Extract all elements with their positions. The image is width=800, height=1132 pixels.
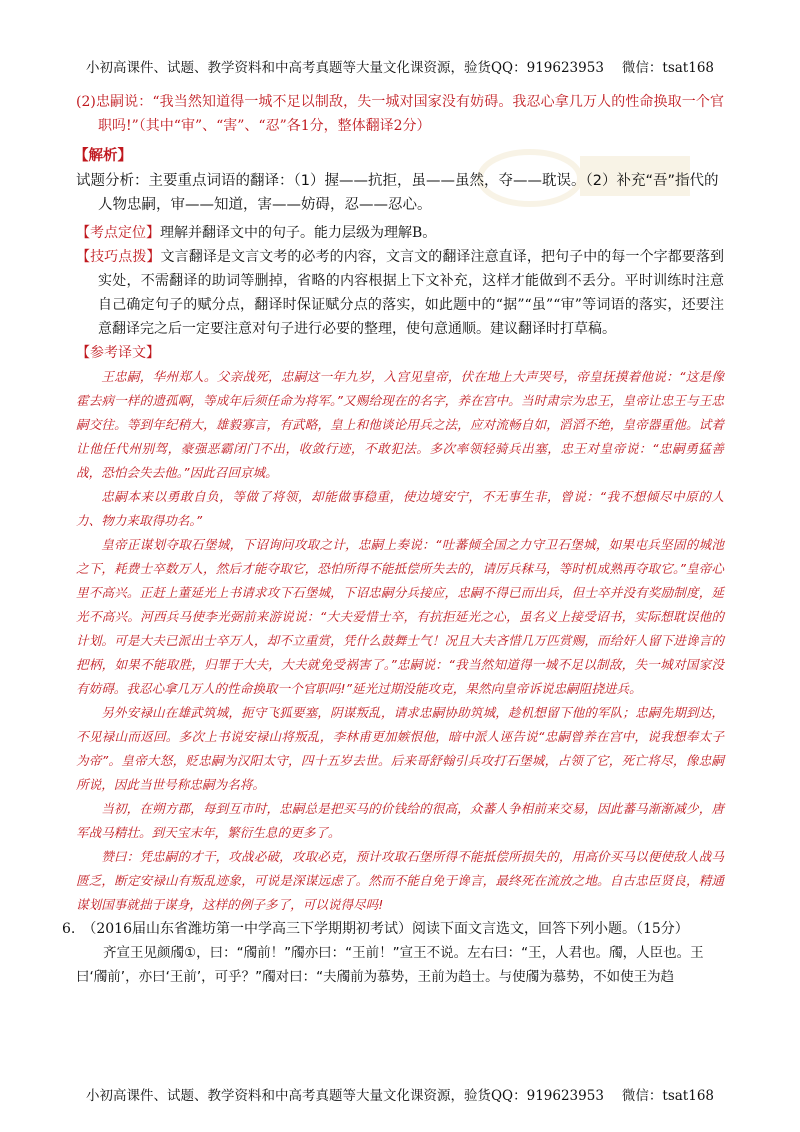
question-6-stem: 6. （2016届山东省潍坊第一中学高三下学期期初考试）阅读下面文言选文，回答下列小题。（15分） xyxy=(62,921,689,937)
jiqiao-label: 【技巧点拨】 xyxy=(76,249,161,265)
kaodian-text: 理解并翻译文中的句子。能力层级为理解B。 xyxy=(160,225,437,241)
header-wechat: 微信：tsat168 xyxy=(621,60,715,76)
page-header xyxy=(0,56,800,76)
jiqiao-text: 文言翻译是文言文考的必考的内容，文言文的翻译注意直译，把句子中的每一个字都要落到实处，不需翻译的助词等删掉，省略的内容根据上下文补充，这样才能做到不丢分。平时训练时注意自己确定句子的赋分点，翻译时保证赋分点的落实，如此题中的“据”“虽”“审”等词语的落实，还要注意翻译完之后一定要注意对句子进行必要的整理，使句意通顺。建议翻译时打草稿。 xyxy=(98,249,725,337)
footer-wechat: 微信：tsat168 xyxy=(621,1088,715,1104)
page-footer xyxy=(0,1084,800,1104)
header-text: 小初高课件、试题、教学资料和中高考真题等大量文化课资源，验货QQ：919623953 xyxy=(85,60,604,76)
footer-text: 小初高课件、试题、教学资料和中高考真题等大量文化课资源，验货QQ：919623953 xyxy=(85,1088,604,1104)
translation-label: 【参考译文】 xyxy=(76,345,160,361)
translation-paragraph: 皇帝正谋划夺取石堡城，下诏询问攻取之计，忠嗣上奏说：“吐蕃倾全国之力守卫石堡城，如果屯兵坚固的城池之下，耗费士卒数万人，然后才能夺取它，恐怕所得不能抵偿所失去的，请厉兵秣马，等时机成熟再夺取它。”皇帝心里不高兴。正赶上董延光上书请求攻下石堡城，下诏忠嗣分兵接应，忠嗣不得已而出兵，但士卒并没有奖励制度，延光不高兴。河西兵马使李光弼前来游说说：“大夫爱惜士卒，有抗拒延光之心，虽名义上接受诏书，实际想耽误他的计划。可是大夫已派出士卒万人，却不立重赏，凭什么鼓舞士气！况且大夫吝惜几万匹赏赐，而给奸人留下进谗言的把柄，如果不能取胜，归罪于大夫，大夫就免受祸害了。”忠嗣说：“我当然知道得一城不足以制敌，失一城对国家没有妨碍。我忍心拿几万人的性命换取一个官职吗!”延光过期没能攻克，果然向皇帝诉说忠嗣阻挠进兵。 xyxy=(76,537,724,696)
translation-paragraph: 当初，在朔方郡，每到互市时，忠嗣总是把买马的价钱给的很高，众蕃人争相前来交易，因此蕃马渐渐减少，唐军战马精壮。到天宝末年，繁衍生息的更多了。 xyxy=(76,801,724,840)
kaodian-section xyxy=(76,221,724,245)
analysis-title: 【解析】 xyxy=(74,148,132,164)
main-content xyxy=(62,90,725,989)
translation-paragraph: 忠嗣本来以勇敢自负，等做了将领，却能做事稳重，使边境安宁，不无事生非，曾说：“我不想倾尽中原的人力、物力来取得功名。” xyxy=(76,489,724,528)
translation-paragraph: 另外安禄山在雄武筑城，扼守飞狐要塞，阴谋叛乱，请求忠嗣协助筑城，趁机想留下他的军队；忠嗣先期到达，不见禄山而返回。多次上书说安禄山将叛乱，李林甫更加嫉恨他，暗中派人诬告说“忠嗣曾养在宫中，说我想奉太子为帝”。皇帝大怒，贬忠嗣为汉阳太守，四十五岁去世。后来哥舒翰引兵攻打石堡城，占领了它，死亡将尽，像忠嗣所说，因此当世号称忠嗣为名将。 xyxy=(76,705,724,792)
translation-paragraph: 赞曰：凭忠嗣的才干，攻战必破，攻取必克，预计攻取石堡所得不能抵偿所损失的，用高价买马以便使敌人战马匮乏，断定安禄山有叛乱迹象，可说是深谋远虑了。然而不能自免于谗言，最终死在流放之地。自古忠臣贤良，精通谋划国事就拙于谋身，这样的例子多了，可以说得尽吗! xyxy=(76,849,724,912)
answer-2: (2)忠嗣说：“我当然知道得一城不足以制敌，失一城对国家没有妨碍。我忍心拿几万人的性命换取一个官职吗!”（其中“审”、“害”、“忍”各1分，整体翻译2分） xyxy=(76,94,724,134)
question-6-passage: 齐宣王见颜斶①，曰：“斶前！”斶亦曰：“王前！”宣王不说。左右曰：“王，人君也。斶，人臣也。王曰‘斶前’，亦曰‘王前’，可乎？”斶对曰：“夫斶前为慕势，王前为趋士。与使斶为慕势，不如使王为趋 xyxy=(76,945,704,985)
analysis-text: 试题分析：主要重点词语的翻译：（1）握——抗拒，虽——虽然，夺——耽误。（2）补充“吾”指代的人物忠嗣，审——知道，害——妨碍，忍——忍心。 xyxy=(76,173,719,213)
translation-paragraph: 王忠嗣，华州郑人。父亲战死，忠嗣这一年九岁，入宫见皇帝，伏在地上大声哭号，帝皇抚摸着他说：“这是像霍去病一样的遗孤啊，等成年后须任命为将军。”又赐给现在的名字，养在宫中。当时肃宗为忠王，皇帝让忠王与王忠嗣交往。等到年纪稍大，雄毅寡言，有武略，皇上和他谈论用兵之法，应对流畅自如，滔滔不绝，皇帝器重他。试着让他任代州别驾，豪强恶霸闭门不出，收敛行迹，不敢犯法。多次率领轻骑兵出塞，忠王对皇帝说：“忠嗣勇猛善战，恐怕会失去他。”因此召回京城。 xyxy=(76,369,724,480)
jiqiao-section xyxy=(76,245,724,341)
kaodian-label: 【考点定位】 xyxy=(76,225,160,241)
